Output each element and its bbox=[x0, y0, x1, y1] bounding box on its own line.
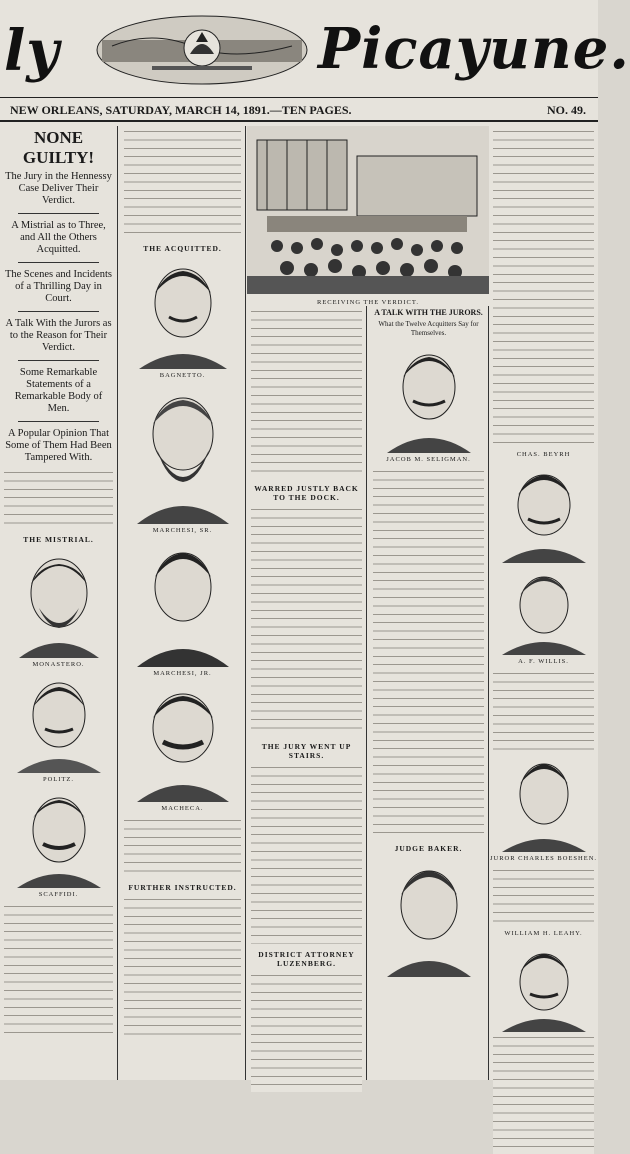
article-text bbox=[124, 896, 241, 1036]
portrait-illustration bbox=[9, 788, 109, 888]
article-text bbox=[493, 670, 594, 750]
caption-boeshen: JUROR CHARLES BOESHEN. bbox=[489, 855, 598, 862]
caption-bagnetto: BAGNETTO. bbox=[159, 372, 206, 379]
divider bbox=[18, 213, 99, 214]
article-text bbox=[4, 903, 113, 1033]
subhead-4: A Talk With the Jurors as to the Reason for Their Verdict. bbox=[5, 318, 112, 353]
caption-scaffidi: SCAFFIDI. bbox=[38, 891, 79, 898]
portrait-illustration bbox=[381, 343, 477, 453]
article-subhead: What the Twelve Acquitters Say for Themselves. bbox=[378, 320, 479, 337]
column-3 bbox=[247, 306, 367, 1080]
section-district-attorney: DISTRICT ATTORNEY LUZENBERG. bbox=[258, 950, 355, 968]
masthead-title-right: Picayune. bbox=[318, 16, 630, 82]
article-text bbox=[251, 308, 362, 478]
article-text bbox=[251, 764, 362, 944]
article-text bbox=[124, 817, 241, 877]
divider bbox=[18, 262, 99, 263]
portrait-illustration bbox=[496, 463, 592, 563]
caption-seligman: JACOB M. SELIGMAN. bbox=[386, 456, 471, 463]
portrait-illustration bbox=[131, 384, 235, 524]
portrait-illustration bbox=[9, 673, 109, 773]
article-text bbox=[124, 128, 241, 238]
section-back-to-dock: WARRED JUSTLY BACK TO THE DOCK. bbox=[254, 484, 359, 502]
section-jury-upstairs: THE JURY WENT UP STAIRS. bbox=[261, 742, 352, 760]
divider bbox=[18, 421, 99, 422]
issue-number: NO. 49. bbox=[547, 103, 586, 117]
masthead-title-left: ly bbox=[4, 18, 60, 84]
caption-beyrh: CHAS. BEYRH bbox=[516, 451, 571, 458]
section-acquitted: THE ACQUITTED. bbox=[143, 244, 222, 253]
caption-politz: POLITZ. bbox=[42, 776, 74, 783]
caption-macheca: MACHECA. bbox=[161, 805, 204, 812]
article-text bbox=[251, 972, 362, 1092]
section-further-instructed: FURTHER INSTRUCTED. bbox=[128, 883, 237, 892]
subhead-6: A Popular Opinion That Some of Them Had Been Tampered With. bbox=[5, 428, 112, 463]
article-text bbox=[493, 867, 594, 927]
portrait-illustration bbox=[131, 257, 235, 369]
date-text: NEW ORLEANS, SATURDAY, MARCH 14, 1891.—TEN PAGES. bbox=[10, 103, 352, 117]
portrait-illustration bbox=[131, 682, 235, 802]
courtroom-illustration-block bbox=[247, 126, 489, 306]
masthead bbox=[0, 0, 630, 98]
caption-monastero: MONASTERO. bbox=[32, 661, 85, 668]
portrait-illustration bbox=[496, 752, 592, 852]
divider bbox=[18, 311, 99, 312]
column-2 bbox=[120, 126, 246, 1080]
article-headline: A TALK WITH THE JURORS. bbox=[374, 308, 483, 317]
caption-marchesi-jr: MARCHESI, JR. bbox=[153, 670, 212, 677]
subhead-1: The Jury in the Hennessy Case Deliver Their Verdict. bbox=[5, 171, 112, 206]
caption-marchesi-sr: MARCHESI, SR. bbox=[152, 527, 213, 534]
article-text bbox=[493, 128, 594, 448]
portrait-illustration bbox=[381, 857, 477, 977]
column-1 bbox=[0, 126, 118, 1080]
section-judge-baker: JUDGE BAKER. bbox=[394, 844, 463, 853]
main-headline: NONE GUILTY! bbox=[22, 128, 95, 167]
portrait-illustration bbox=[9, 548, 109, 658]
dateline bbox=[0, 98, 598, 122]
portrait-illustration bbox=[496, 942, 592, 1032]
caption-receiving-verdict: RECEIVING THE VERDICT. bbox=[317, 299, 419, 306]
pelican-emblem-icon bbox=[92, 10, 312, 88]
divider bbox=[18, 360, 99, 361]
courtroom-illustration bbox=[247, 126, 489, 294]
caption-willis: A. F. WILLIS. bbox=[518, 658, 569, 665]
subhead-2: A Mistrial as to Three, and All the Others Acquitted. bbox=[11, 220, 106, 255]
subhead-5: Some Remarkable Statements of a Remarkable Body of Men. bbox=[14, 367, 103, 414]
article-text bbox=[4, 469, 113, 529]
article-text bbox=[373, 468, 484, 838]
caption-leahy: WILLIAM H. LEAHY. bbox=[504, 930, 583, 937]
portrait-illustration bbox=[131, 539, 235, 667]
column-4 bbox=[369, 306, 489, 1080]
article-text bbox=[251, 506, 362, 736]
portrait-illustration bbox=[496, 565, 592, 655]
subhead-3: The Scenes and Incidents of a Thrilling Day in Court. bbox=[4, 269, 112, 304]
article-text bbox=[493, 1034, 594, 1154]
column-5 bbox=[489, 126, 598, 1080]
section-mistrial: THE MISTRIAL. bbox=[23, 535, 94, 544]
